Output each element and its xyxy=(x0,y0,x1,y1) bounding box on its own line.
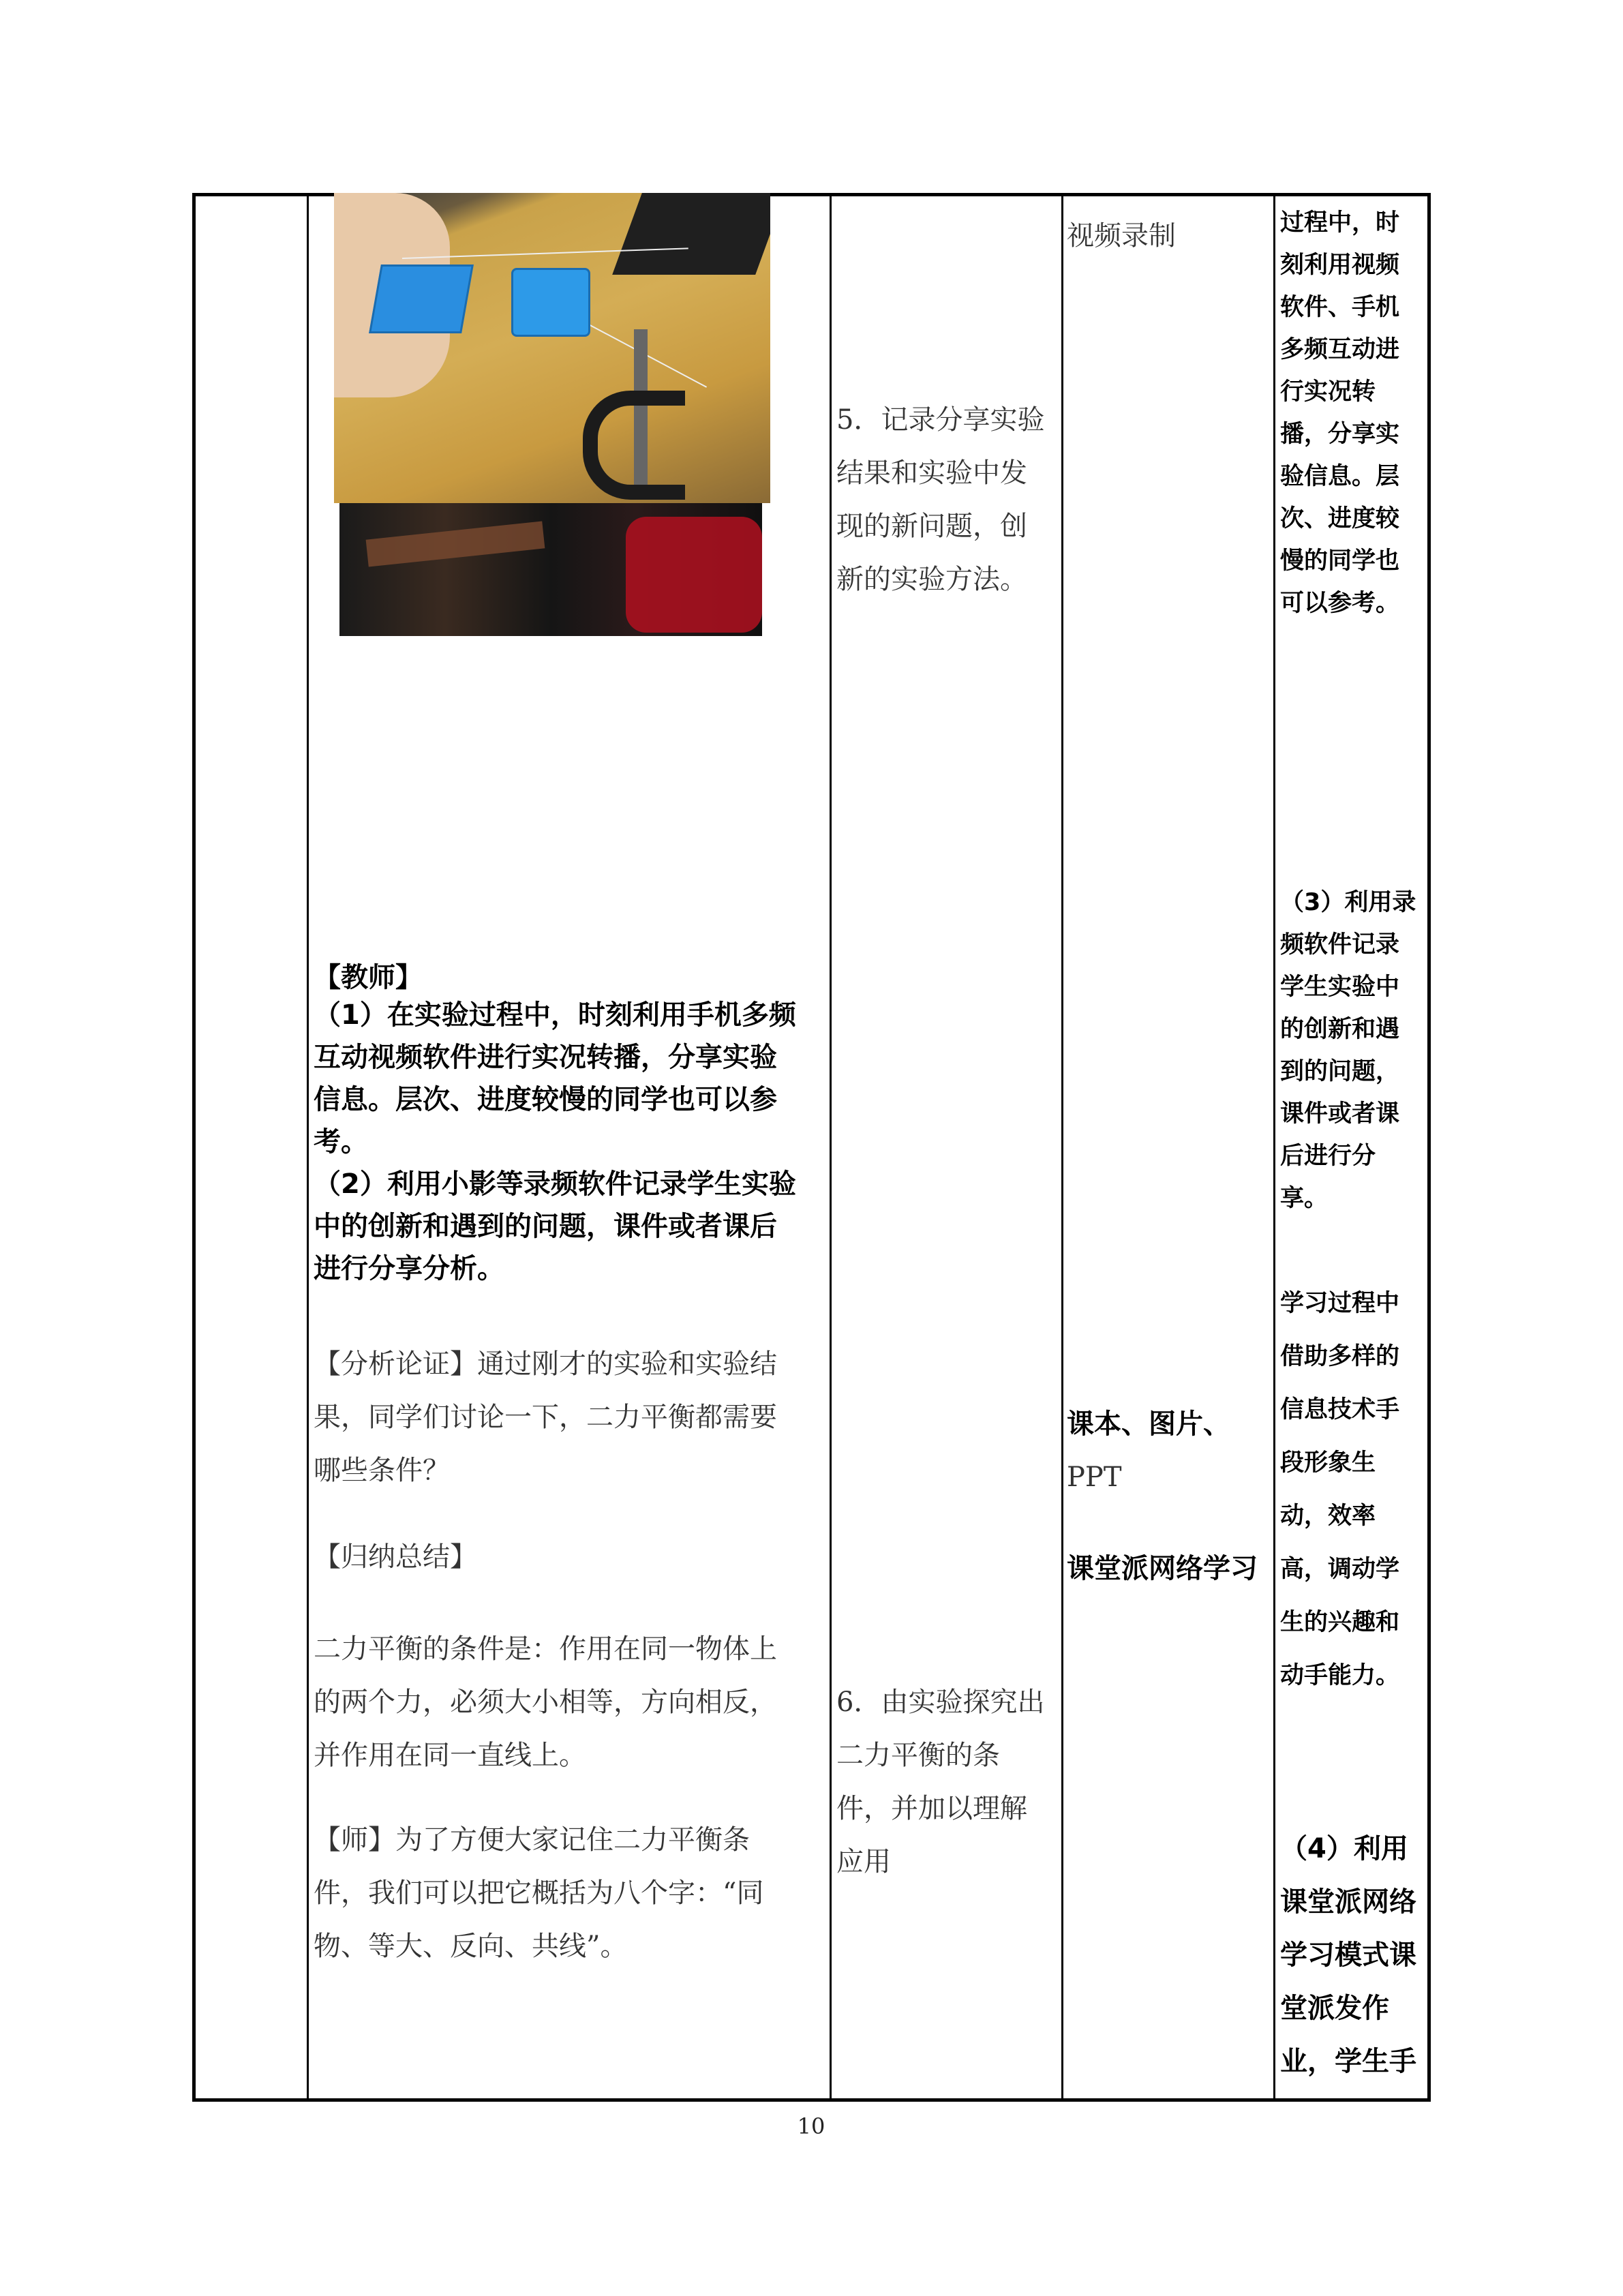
teacher-line: 中的创新和遇到的问题，课件或者课后 xyxy=(314,1211,777,1242)
intent-line: 过程中，时 xyxy=(1280,209,1400,237)
intent-line: 业，学生手 xyxy=(1280,2046,1416,2077)
student-line: 件，并加以理解 xyxy=(836,1793,1027,1824)
condition-line: 的两个力，必须大小相等，方向相反， xyxy=(314,1687,777,1718)
analysis-paragraph xyxy=(314,1338,777,1497)
analysis-line: 哪些条件？ xyxy=(314,1455,450,1486)
intent-line: 后进行分 xyxy=(1280,1143,1376,1170)
teacher-activities xyxy=(314,994,796,1290)
student-line: 结果和实验中发 xyxy=(836,457,1027,489)
balance-condition-paragraph xyxy=(314,1622,777,1782)
intent-block-4 xyxy=(1280,1822,1416,2088)
intent-block-1 xyxy=(1280,202,1399,624)
teacher-line: （2）利用小影等录频软件记录学生实验 xyxy=(314,1168,796,1200)
student-line: 二力平衡的条 xyxy=(836,1740,1000,1771)
teacher-line: 进行分享分析。 xyxy=(314,1253,504,1284)
student-line: 应用 xyxy=(836,1846,891,1877)
teacher-mnemonic-paragraph xyxy=(314,1813,763,1973)
teacher-line: 考。 xyxy=(314,1126,368,1158)
analysis-line: 果，同学们讨论一下，二力平衡都需要 xyxy=(314,1402,777,1433)
intent-line: 学习模式课 xyxy=(1280,1939,1416,1971)
intent-line: 慢的同学也 xyxy=(1280,547,1400,575)
experiment-photo xyxy=(334,193,770,636)
intent-line: 享。 xyxy=(1280,1185,1329,1212)
mnemonic-line: 件，我们可以把它概括为八个字：“同 xyxy=(314,1877,764,1909)
table-column-divider xyxy=(830,193,832,2102)
table-column-divider xyxy=(1061,193,1063,2102)
intent-line: 动手能力。 xyxy=(1280,1662,1400,1689)
intent-line: 信息技术手 xyxy=(1280,1396,1400,1423)
student-item-5 xyxy=(836,393,1044,606)
summary-heading: 【归纳总结】 xyxy=(314,1541,477,1573)
intent-line: 多频互动进 xyxy=(1280,336,1400,363)
intent-line: 动，效率 xyxy=(1280,1502,1376,1530)
intent-line: 生的兴趣和 xyxy=(1280,1609,1400,1636)
student-line: 新的实验方法。 xyxy=(836,564,1027,595)
media-ppt: PPT xyxy=(1067,1462,1122,1493)
student-line: 5．记录分享实验 xyxy=(836,404,1045,436)
table-column-divider xyxy=(307,193,309,2102)
intent-line: 堂派发作 xyxy=(1280,1993,1389,2024)
page-number: 10 xyxy=(797,2113,825,2139)
student-item-6 xyxy=(836,1676,1044,1888)
intent-line: 学习过程中 xyxy=(1280,1290,1400,1317)
photo-under-desk xyxy=(339,503,762,636)
intent-line: 课件或者课 xyxy=(1280,1100,1400,1128)
intent-block-3 xyxy=(1280,1277,1399,1702)
intent-block-2 xyxy=(1280,881,1416,1220)
mnemonic-line: 【师】为了方便大家记住二力平衡条 xyxy=(314,1824,750,1856)
intent-line: 段形象生 xyxy=(1280,1449,1376,1477)
intent-line: 到的问题， xyxy=(1280,1058,1400,1085)
intent-line: 借助多样的 xyxy=(1280,1343,1400,1370)
intent-line: （4）利用 xyxy=(1280,1833,1408,1864)
media-platform: 课堂派网络学习 xyxy=(1067,1553,1258,1584)
condition-line: 二力平衡的条件是：作用在同一物体上 xyxy=(314,1633,777,1665)
mnemonic-line: 物、等大、反向、共线”。 xyxy=(314,1931,628,1962)
teacher-heading: 【教师】 xyxy=(314,962,423,993)
teacher-line: （1）在实验过程中，时刻利用手机多频 xyxy=(314,999,796,1031)
intent-line: 学生实验中 xyxy=(1280,973,1400,1001)
intent-line: 验信息。层 xyxy=(1280,463,1400,490)
condition-line: 并作用在同一直线上。 xyxy=(314,1740,586,1771)
analysis-line: 【分析论证】通过刚才的实验和实验结 xyxy=(314,1348,777,1380)
intent-line: （3）利用录 xyxy=(1280,889,1416,916)
intent-line: 可以参考。 xyxy=(1280,590,1400,617)
photo-desk-scene xyxy=(334,193,770,503)
table-column-divider xyxy=(1273,193,1275,2102)
student-line: 6．由实验探究出 xyxy=(836,1687,1045,1718)
teacher-line: 信息。层次、进度较慢的同学也可以参 xyxy=(314,1084,777,1115)
intent-line: 频软件记录 xyxy=(1280,931,1400,958)
intent-line: 课堂派网络 xyxy=(1280,1886,1416,1918)
intent-line: 播，分享实 xyxy=(1280,421,1400,448)
teacher-line: 互动视频软件进行实况转播，分享实验 xyxy=(314,1042,777,1073)
intent-line: 软件、手机 xyxy=(1280,294,1400,321)
intent-line: 的创新和遇 xyxy=(1280,1016,1400,1043)
intent-line: 次、进度较 xyxy=(1280,505,1400,532)
student-line: 现的新问题，创 xyxy=(836,511,1027,542)
intent-line: 行实况转 xyxy=(1280,378,1376,406)
media-video: 视频录制 xyxy=(1067,220,1176,252)
intent-line: 高，调动学 xyxy=(1280,1556,1400,1583)
media-resources: 课本、图片、 xyxy=(1067,1408,1230,1440)
intent-line: 刻利用视频 xyxy=(1280,252,1400,279)
